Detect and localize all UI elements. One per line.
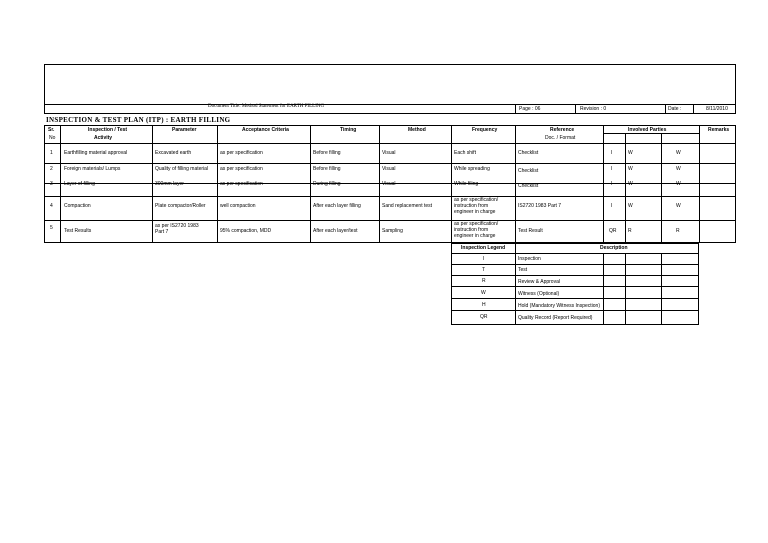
header-method: Method — [408, 127, 426, 133]
document-header-box — [44, 64, 736, 114]
header-no: No — [49, 135, 56, 141]
header-parameter: Parameter — [172, 127, 197, 133]
legend-description-title: Description — [600, 245, 628, 251]
header-criteria: Acceptance Criteria — [242, 127, 289, 133]
header-reference-2: Doc. / Format — [545, 135, 576, 141]
document-title: Document Title: Method Statement for EARTH FILLING — [208, 104, 325, 109]
header-sr: Sr. — [48, 127, 55, 133]
header-divider — [44, 104, 736, 105]
date-value: 8/11/2010 — [706, 106, 728, 112]
revision-label: Revision : 0 — [580, 106, 607, 112]
legend-title: Inspection Legend — [461, 245, 506, 251]
header-frequency: Frequency — [472, 127, 498, 133]
date-label: Date : — [668, 106, 682, 112]
header-remarks: Remarks — [708, 127, 730, 133]
header-timing: Timing — [340, 127, 357, 133]
header-involved-parties: Involved Parties — [628, 127, 667, 133]
header-activity: Inspection / Test — [88, 127, 128, 133]
page-number: Page : 06 — [519, 106, 541, 112]
header-reference: Reference — [550, 127, 575, 133]
header-activity-2: Activity — [94, 135, 113, 141]
plan-title: INSPECTION & TEST PLAN (ITP) : EARTH FILLING — [46, 116, 231, 124]
